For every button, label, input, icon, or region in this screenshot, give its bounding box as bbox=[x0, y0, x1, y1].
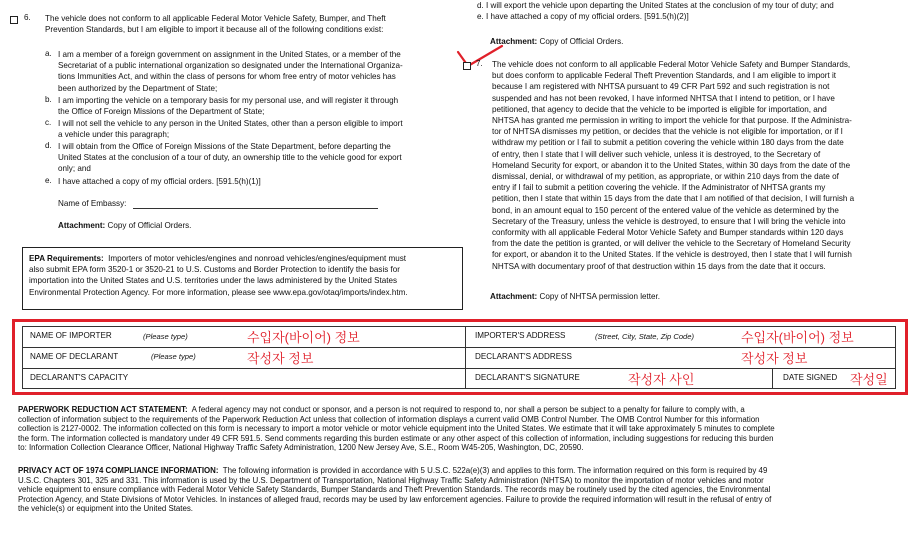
item-6-text bbox=[45, 13, 386, 35]
embassy-label: Name of Embassy: bbox=[58, 199, 127, 208]
declarant-signature-note: 작성자 사인 bbox=[628, 372, 695, 387]
item-6-line: The vehicle does not conform to all applicable Federal Motor Vehicle Safety, Bumper, and Theft bbox=[45, 14, 386, 23]
form-date-rule bbox=[772, 368, 773, 388]
item-6-line: Prevention Standards, but I am eligible to import it because all of the following conditions exist: bbox=[45, 25, 384, 35]
condition-line: I have attached a copy of my official orders. [591.5(h)(1)] bbox=[58, 177, 261, 186]
paperwork-line bbox=[18, 405, 775, 415]
attachment-right-2 bbox=[490, 292, 660, 302]
importer-address-label: IMPORTER'S ADDRESS bbox=[475, 331, 566, 340]
paperwork-heading: PAPERWORK REDUCTION ACT STATEMENT: bbox=[18, 405, 188, 414]
epa-line bbox=[29, 253, 408, 264]
condition-line: Secretariat of a public international organization so designated under the International Organiza- bbox=[58, 61, 403, 71]
condition-line: tions Immunities Act, and within the class of persons for whom free entry of motor vehicles has bbox=[58, 72, 396, 82]
attachment-label: Attachment: bbox=[490, 37, 538, 46]
attachment-right bbox=[490, 37, 623, 47]
epa-line: Environmental Protection Agency. For more information, please see www.epa.gov/otaq/imports/index.htm. bbox=[29, 287, 408, 297]
declarant-signature-label: DECLARANT'S SIGNATURE bbox=[475, 373, 580, 382]
item-7-line: entry if I fail to submit a petition covering the vehicle. If the Administrator of NHTSA grants my bbox=[492, 183, 826, 193]
attachment-label: Attachment: bbox=[58, 221, 106, 230]
condition-line: a vehicle under this paragraph; bbox=[58, 130, 170, 140]
condition-e-text bbox=[58, 176, 261, 187]
item-7-line: because I am registered with NHTSA pursuant to 49 CFR Part 592 and such registration is not bbox=[492, 82, 830, 92]
item-7-line: petitioned, that agency to decide that the vehicle to be imported is eligible for importation, and bbox=[492, 104, 827, 114]
epa-line: also submit EPA form 3520-1 or 3520-21 to U.S. Customs and Border Protection to identify the basis for bbox=[29, 265, 400, 275]
item-6-checkbox[interactable] bbox=[10, 16, 18, 24]
condition-d-letter: d. bbox=[45, 141, 52, 150]
form-row-rule bbox=[22, 347, 896, 348]
form-row-rule bbox=[22, 368, 896, 369]
condition-b-text bbox=[58, 95, 398, 117]
item-7-line: from the date the petition is granted, or will deliver the vehicle to the Secretary of Homeland Security bbox=[492, 239, 851, 249]
condition-line: I am importing the vehicle on a temporary basis for my personal use, and will register it through bbox=[58, 96, 399, 105]
item-7-number: 7. bbox=[476, 59, 483, 68]
condition-line: been authorized by the Department of State; bbox=[58, 83, 218, 93]
declarant-name-hint: (Please type) bbox=[151, 352, 196, 361]
item-7-line: for export, or abandon it to the United States. If the vehicle is destroyed, then I state that I will furnish bbox=[492, 250, 852, 260]
privacy-line bbox=[18, 466, 771, 476]
privacy-act-statement bbox=[18, 466, 771, 514]
declarant-address-note: 작성자 정보 bbox=[741, 351, 808, 366]
paperwork-line: the form. The information collected is mandatory under 49 CFR 591.5. Send comments regarding this burden estimate or any other aspect of this collection of information, including suggestions for reducing this burden bbox=[18, 433, 774, 443]
form-bottom-rule bbox=[22, 388, 896, 389]
privacy-line-text: The following information is provided in accordance with 5 U.S.C. 522a(e)(3) and applies to this form. The information required on this form is required by 49 bbox=[222, 466, 768, 475]
condition-line: I will not sell the vehicle to any person in the United States, other than a person eligible to import bbox=[58, 119, 403, 128]
epa-requirements-text bbox=[29, 253, 408, 298]
condition-b-letter: b. bbox=[45, 95, 52, 104]
form-left-rule bbox=[22, 326, 23, 388]
condition-line: I will obtain from the Office of Foreign Missions of the State Department, before departing the bbox=[58, 142, 391, 151]
right-condition-d: d. I will export the vehicle upon departing the United States at the conclusion of my tour of duty; and bbox=[477, 1, 834, 10]
condition-line: United States at the conclusion of a tour of duty, an ownership title to the vehicle good for export bbox=[58, 153, 402, 163]
privacy-heading: PRIVACY ACT OF 1974 COMPLIANCE INFORMATION: bbox=[18, 466, 219, 475]
privacy-line: vehicle equipment to ensure compliance with Federal Motor Vehicle Safety Standards, Bumper Standards and Theft Prevention Standards. The records may be routinely used by the cited agencies, the Environmental bbox=[18, 485, 771, 495]
item-6-number: 6. bbox=[24, 13, 31, 22]
item-7-line: NHTSA with documentary proof of that destruction within 15 days from the date that it occurs. bbox=[492, 261, 826, 271]
condition-d-text bbox=[58, 141, 402, 175]
importer-address-hint: (Street, City, State, Zip Code) bbox=[595, 332, 695, 341]
privacy-line: Protection Agency, and State Divisions of Motor Vehicles. In instances of alleged fraud, records may be used by law enforcement agencies. Failure to provide the required information will result in the refusal of entry of bbox=[18, 494, 772, 504]
declarant-name-note: 작성자 정보 bbox=[247, 351, 314, 366]
item-7-text bbox=[492, 59, 854, 272]
declarant-capacity-label: DECLARANT'S CAPACITY bbox=[30, 373, 129, 382]
item-7-line: petition, then I state that within 15 days from the date that I am notified of that decision, I will furnish a bbox=[492, 194, 855, 204]
condition-line: I am a member of a foreign government on assignment in the United States, or a member of the bbox=[58, 50, 401, 59]
condition-a-letter: a. bbox=[45, 49, 52, 58]
declarant-name-label: NAME OF DECLARANT bbox=[30, 352, 119, 361]
date-signed-label: DATE SIGNED bbox=[783, 373, 838, 382]
condition-e-letter: e. bbox=[45, 176, 52, 185]
condition-line: the Office of Foreign Missions of the Department of State; bbox=[58, 107, 265, 117]
declarant-capacity-field[interactable] bbox=[150, 370, 460, 387]
importer-name-hint: (Please type) bbox=[143, 332, 188, 341]
attachment-text: Copy of NHTSA permission letter. bbox=[539, 292, 661, 301]
paperwork-line: collection is 2127-0002. The information collected on this form is necessary to import a motor vehicle or motor vehicle equipment into the United States. We estimate that it will take approximately 5 minutes to complete bbox=[18, 424, 775, 434]
attachment-text: Copy of Official Orders. bbox=[107, 221, 192, 230]
form-right-rule bbox=[895, 326, 896, 388]
attachment-left bbox=[58, 221, 191, 231]
importer-address-note: 수입자(바이어) 정보 bbox=[741, 330, 854, 345]
item-7-line: suspended and has not been revoked, I have informed NHTSA that I intend to petition, or I have bbox=[492, 93, 835, 103]
right-condition-e: e. I have attached a copy of my official orders. [591.5(h)(2)] bbox=[477, 12, 689, 21]
item-7-line: but does conform to applicable Federal Theft Prevention Standards, and I am eligible to import it bbox=[492, 71, 837, 81]
paperwork-line: to: Information Collection Clearance Officer, National Highway Traffic Safety Administration, 1200 New Jersey Ave, S.E., Room W45-205, Washington, DC, 20590. bbox=[18, 443, 584, 453]
attachment-label: Attachment: bbox=[490, 292, 538, 301]
condition-a-text bbox=[58, 49, 403, 94]
item-7-line: NHTSA has granted me permission in writing to import the vehicle for that purpose. If the Administra- bbox=[492, 116, 852, 126]
importer-name-note: 수입자(바이어) 정보 bbox=[247, 330, 360, 345]
item-7-line: bond, in an amount equal to 150 percent of the entered value of the vehicle as determined by the bbox=[492, 205, 839, 215]
declarant-address-label: DECLARANT'S ADDRESS bbox=[475, 352, 572, 361]
paperwork-reduction-statement bbox=[18, 405, 775, 453]
condition-c-letter: c. bbox=[45, 118, 52, 127]
item-7-checkbox[interactable] bbox=[463, 62, 471, 70]
embassy-input-line[interactable] bbox=[133, 208, 378, 209]
date-signed-note: 작성일 bbox=[850, 372, 888, 387]
importer-name-label: NAME OF IMPORTER bbox=[30, 331, 112, 340]
item-7-line: The vehicle does not conform to all applicable Federal Motor Vehicle Safety and Bumper Standards, bbox=[492, 60, 851, 69]
form-top-rule bbox=[22, 326, 896, 327]
item-7-line: conformity with all applicable Federal Motor Vehicle Safety and Bumper standards within 120 days bbox=[492, 228, 844, 238]
item-7-line: Homeland Security for export, or abandon it to the United States, within 30 days from the date of the bbox=[492, 160, 851, 170]
item-7-line: dismissal, denial, or withdrawal of my petition, as appropriate, or within 210 days from the date of bbox=[492, 172, 839, 182]
paperwork-line: collection of information subject to the requirements of the Paperwork Reduction Act unless that collection of information displays a current valid OMB Control Number. The OMB Control Number for this information bbox=[18, 414, 760, 424]
condition-c-text bbox=[58, 118, 403, 140]
attachment-text: Copy of Official Orders. bbox=[539, 37, 624, 46]
paperwork-line-text: A federal agency may not conduct or sponsor, and a person is not required to respond to, nor shall a person be subject to a penalty for failure to comply with, a bbox=[191, 405, 745, 414]
epa-label: EPA Requirements: bbox=[29, 254, 104, 263]
privacy-line: U.S.C. Chapters 301, 325 and 331. This information is used by the U.S. Department of Transportation, National Highway Traffic Safety Administration (NHTSA) to monitor the importation of motor vehicles and motor bbox=[18, 475, 764, 485]
item-7-line: of entry, then I state that I will deliver such vehicle, unless it is destroyed, to the Secretary of bbox=[492, 149, 821, 159]
epa-line: importation into the United States and U.S. territories under the laws administered by the United States bbox=[29, 276, 398, 286]
item-7-line: Secretary of the Treasury, unless the vehicle is destroyed, to ensure that I will bring the vehicle into bbox=[492, 216, 846, 226]
privacy-line: the vehicle(s) or equipment into the United States. bbox=[18, 504, 194, 514]
item-7-line: tor of NHTSA dismisses my petition, or decides that the vehicle is not eligible for importation, or if I bbox=[492, 127, 843, 137]
form-mid-rule bbox=[465, 326, 466, 388]
epa-line-text: Importers of motor vehicles/engines and nonroad vehicles/engines/equipment must bbox=[108, 254, 407, 263]
condition-line: only; and bbox=[58, 164, 91, 174]
item-7-line: withdraw my petition or I fail to submit a petition covering the vehicle within 180 days from the date bbox=[492, 138, 844, 148]
